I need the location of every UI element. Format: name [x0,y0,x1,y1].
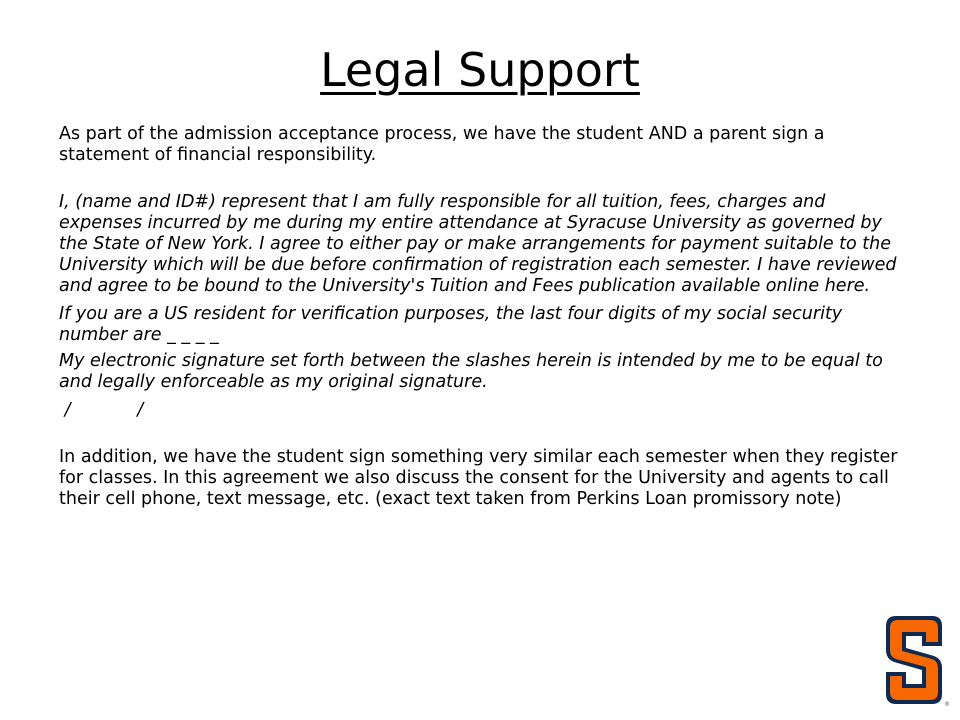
financial-responsibility-statement: I, (name and ID#) represent that I am fully responsible for all tuition, fees, charges and expenses incurred by me during my entire attendance at Syracuse University as governed by the State of New York. I agree to either pay or make arrangements for payment suitable to the University which will be due before confirmation of registration each semester. I have reviewed and agree to be bound to the University's Tuition and Fees publication available online here. [59,192,897,296]
electronic-signature-clause: My electronic signature set forth between the slashes herein is intended by me to be equal to and legally enforceable as my original signature. [59,351,883,392]
slide-body [59,124,909,510]
signature-slashes: / / [59,400,144,420]
syracuse-block-s-logo [878,612,950,708]
block-s-icon [878,612,950,708]
registered-mark: ® [944,701,950,708]
slide-title: Legal Support [320,43,640,97]
ssn-clause: If you are a US resident for verification purposes, the last four digits of my social security number are _ _ _ _ [59,304,843,345]
intro-paragraph: As part of the admission acceptance process, we have the student AND a parent sign a statement of financial responsibility. [59,124,825,165]
closing-paragraph: In addition, we have the student sign something very similar each semester when they register for classes. In this agreement we also discuss the consent for the University and agents to call their cell phone, text message, etc. (exact text taken from Perkins Loan promissory note) [59,447,898,509]
